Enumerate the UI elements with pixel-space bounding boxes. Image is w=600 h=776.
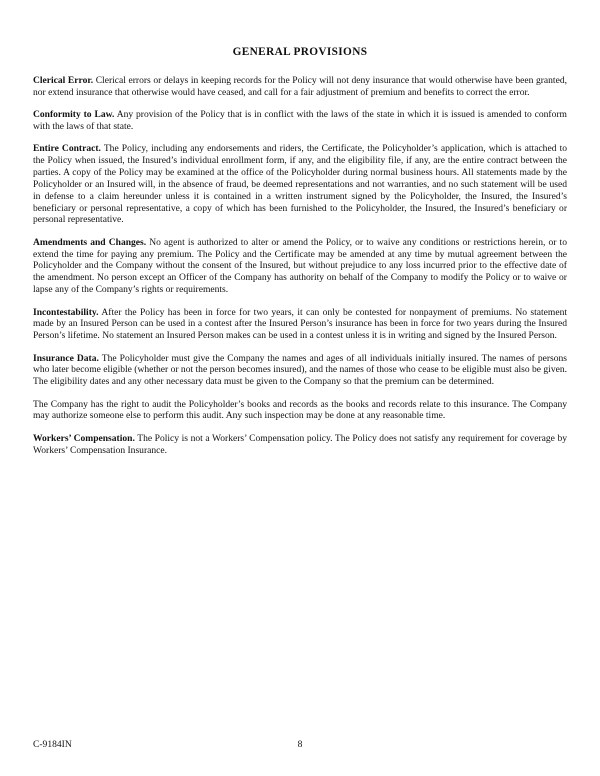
- provision-amendments-and-changes: [33, 237, 567, 296]
- provision-term: Clerical Error.: [33, 75, 94, 86]
- provision-conformity-to-law: [33, 109, 567, 133]
- provision-text: The Policy, including any endorsements and riders, the Certificate, the Policyholder’s application, which is attached to the Policy when issued, the Insured’s individual enrollment form, if any, and the eligibility file, if any, are the entire contract between the parties. A copy of the Policy may be examined at the office of the Policyholder during normal business hours. All statements made by the Policyholder or an Insured will, in the absence of fraud, be deemed representations and not warranties, and no such statement will be used in defense to a claim hereunder unless it is contained in a written instrument signed by the Policyholder, the Insured, the Insured’s beneficiary or personal representative, a copy of which has been furnished to the Policyholder, the Insured, the Insured’s beneficiary or personal representative.: [33, 143, 568, 226]
- form-code: C-9184IN: [33, 739, 72, 750]
- provision-text: The Policyholder must give the Company the names and ages of all individuals initially insured. The names of persons who later become eligible (whether or not the person becomes insured), and the names of those who cease to be eligible must also be given. The eligibility dates and any other necessary data must be given to the Company so that the premium can be determined.: [33, 352, 567, 388]
- provision-clerical-error: [33, 75, 567, 99]
- provision-text: The Company has the right to audit the Policyholder’s books and records as the books and records relate to this insurance. The Company may authorize someone else to perform this audit. Any such inspection may be done at any reasonable time.: [33, 398, 567, 422]
- document-body: [33, 46, 567, 456]
- provision-term: Incontestability.: [33, 306, 99, 318]
- provision-text: The Policy is not a Workers’ Compensation policy. The Policy does not satisfy any requirement for coverage by Workers’ Compensation Insurance.: [33, 432, 567, 456]
- provision-insurance-data: [33, 353, 567, 389]
- provision-audit-rights: [33, 399, 567, 423]
- provision-text: After the Policy has been in force for two years, it can only be contested for nonpayment of premiums. No statement made by an Insured Person can be used in a contest after the Insured Person’s insurance has been in force for two years during the Insured Person’s lifetime. No statement an Insured Person makes can be used in a contest unless it is in writing and signed by the Insured Person.: [33, 306, 567, 342]
- page-footer: [0, 739, 600, 753]
- provision-text: Clerical errors or delays in keeping records for the Policy will not deny insurance that would otherwise have been granted, nor extend insurance that otherwise would have ceased, and call for a fair adjustment of premium and benefits to correct the error.: [33, 75, 567, 98]
- provision-entire-contract: [33, 143, 567, 226]
- provision-term: Conformity to Law.: [33, 109, 115, 121]
- provision-text: No agent is authorized to alter or amend the Policy, or to waive any conditions or restrictions herein, or to extend the time for paying any premium. The Policy and the Certificate may be amended at any time by mutual agreement between the Policyholder and the Company without the consent of the Insured, but without prejudice to any loss incurred prior to the effective date of the amendment. No person except an Officer of the Company has authority on behalf of the Company to modify the Policy or to waive or lapse any of the Company’s rights or requirements.: [33, 236, 567, 296]
- provision-term: Entire Contract.: [33, 143, 101, 155]
- page-number: 8: [297, 739, 303, 750]
- provision-workers-compensation: [33, 433, 567, 457]
- provision-incontestability: [33, 307, 567, 343]
- page-title: GENERAL PROVISIONS: [232, 46, 368, 58]
- provision-text: Any provision of the Policy that is in conflict with the laws of the state in which it is issued is amended to conform with the laws of that state.: [33, 109, 567, 133]
- provision-term: Insurance Data.: [33, 352, 99, 364]
- provision-term: Amendments and Changes.: [33, 236, 147, 248]
- provision-term: Workers’ Compensation.: [33, 432, 135, 444]
